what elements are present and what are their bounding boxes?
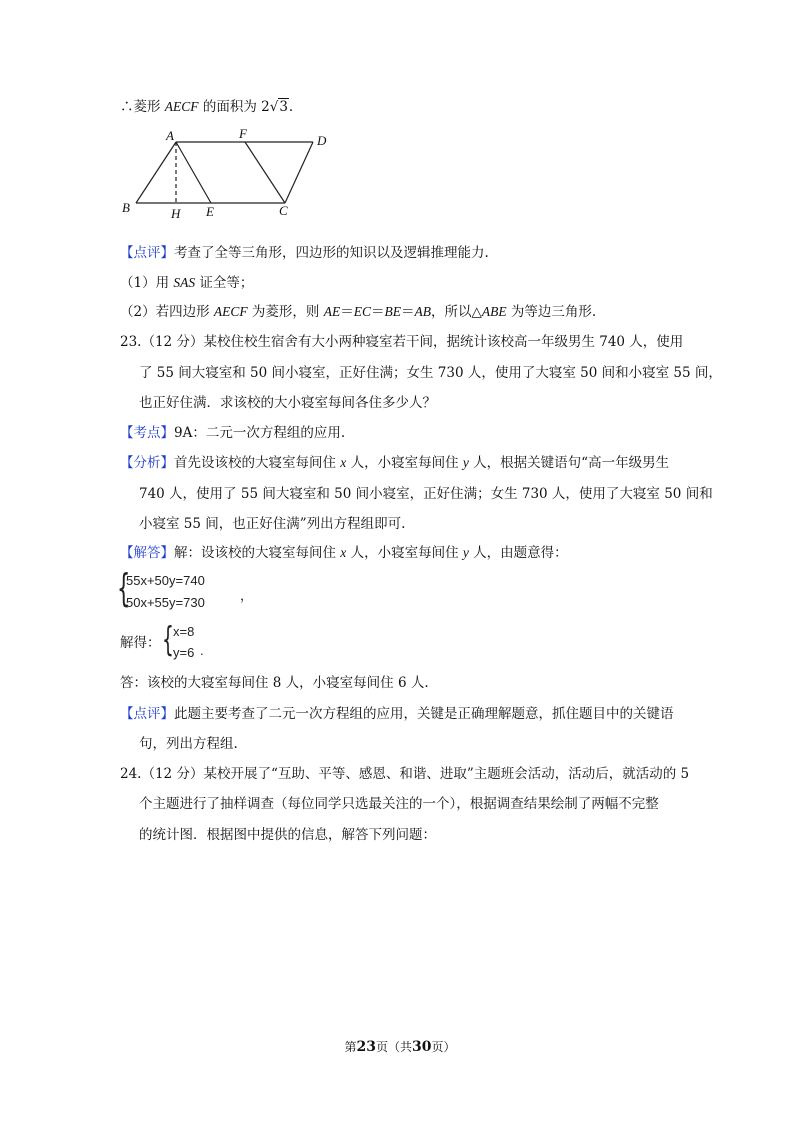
dianping-tag: 【点评】: [120, 706, 174, 722]
label-d: D: [317, 133, 327, 148]
equation-2: 50x+55y=730: [126, 595, 205, 610]
comment-point-1: （1）用 SAS 证全等；: [120, 275, 254, 291]
solve-label: 解得：: [120, 635, 161, 651]
page-number: 23: [356, 1039, 376, 1055]
page-footer: 第23页（共30页）: [344, 1039, 456, 1055]
equation-comma: ，: [240, 588, 254, 603]
dianping-line-2: 句，列出方程组.: [139, 736, 238, 752]
fenxi-tag: 【分析】: [120, 455, 174, 471]
label-a: A: [166, 128, 174, 143]
q23-stem-line-2: 了 55 间大寝室和 50 间小寝室，正好住满；女生 730 人，使用了大寝室 50 间和小寝室 55 间，: [139, 365, 722, 381]
sqrt-sign: √: [269, 99, 279, 115]
page-total: 30: [412, 1039, 432, 1055]
fenxi-line-3: 小寝室 55 间，也正好住满”列出方程组即可.: [139, 516, 406, 532]
solution-y: y=6: [173, 645, 195, 660]
rhombus-name: AECF: [164, 99, 199, 114]
kaodian-tag: 【考点】: [120, 425, 174, 441]
fenxi-row: 【分析】首先设该校的大寝室每间住 x 人，小寝室每间住 y 人，根据关键语句“高一年级男生: [120, 455, 670, 471]
jieda-tag: 【解答】: [120, 545, 174, 561]
area-conclusion: ∴菱形 AECF 的面积为 2√3.: [120, 99, 294, 115]
comment-row: 【点评】考查了全等三角形，四边形的知识以及逻辑推理能力.: [120, 245, 489, 261]
q24-stem-line-3: 的统计图．根据图中提供的信息，解答下列问题：: [139, 827, 436, 843]
label-f: F: [239, 128, 247, 141]
solution-x: x=8: [173, 624, 195, 639]
kaodian-row: 【考点】9A：二元一次方程组的应用.: [120, 425, 346, 441]
q24-stem-line-2: 个主题进行了抽样调查（每位同学只选最关注的一个），根据调查结果绘制了两幅不完整: [139, 796, 659, 812]
segment-fc: [245, 142, 285, 203]
rhombus-figure: [118, 128, 338, 223]
answer-line: 答：该校的大寝室每间住 8 人，小寝室每间住 6 人.: [120, 675, 429, 691]
comment-tag: 【点评】: [120, 245, 174, 261]
segment-ae: [176, 142, 211, 203]
fenxi-line-2: 740 人，使用了 55 间大寝室和 50 间小寝室，正好住满；女生 730 人，使用了大寝室 50 间和: [139, 486, 713, 502]
q23-stem-line-1: 23.（12 分）某校住校生宿舍有大小两种寝室若干间，据统计该校高一年级男生 740 人，使用: [120, 334, 684, 350]
segment-cd: [285, 142, 313, 203]
label-h: H: [171, 206, 181, 221]
system-brace: {: [117, 566, 131, 610]
dianping-row: 【点评】此题主要考查了二元一次方程组的应用，关键是正确理解题意，抓住题目中的关键语: [120, 706, 674, 722]
segment-ab: [136, 142, 176, 203]
label-c: C: [279, 203, 288, 218]
jieda-row: 【解答】解：设该校的大寝室每间住 x 人，小寝室每间住 y 人，由题意得：: [120, 545, 568, 561]
solution-dot: .: [200, 643, 204, 658]
comment-point-2: （2）若四边形 AECF 为菱形，则 AE＝EC＝BE＝AB，所以△ABE 为等边三角形.: [120, 304, 597, 320]
label-b: B: [122, 200, 130, 215]
equation-1: 55x+50y=740: [126, 573, 205, 588]
q23-stem-line-3: 也正好住满．求该校的大小寝室每间各住多少人？: [139, 395, 436, 411]
label-e: E: [206, 204, 214, 219]
q24-stem-line-1: 24.（12 分）某校开展了“互助、平等、感恩、和谐、进取”主题班会活动，活动后，就活动的 5: [120, 766, 690, 782]
sqrt-arg: 3: [279, 99, 288, 115]
solution-brace: {: [162, 620, 174, 660]
